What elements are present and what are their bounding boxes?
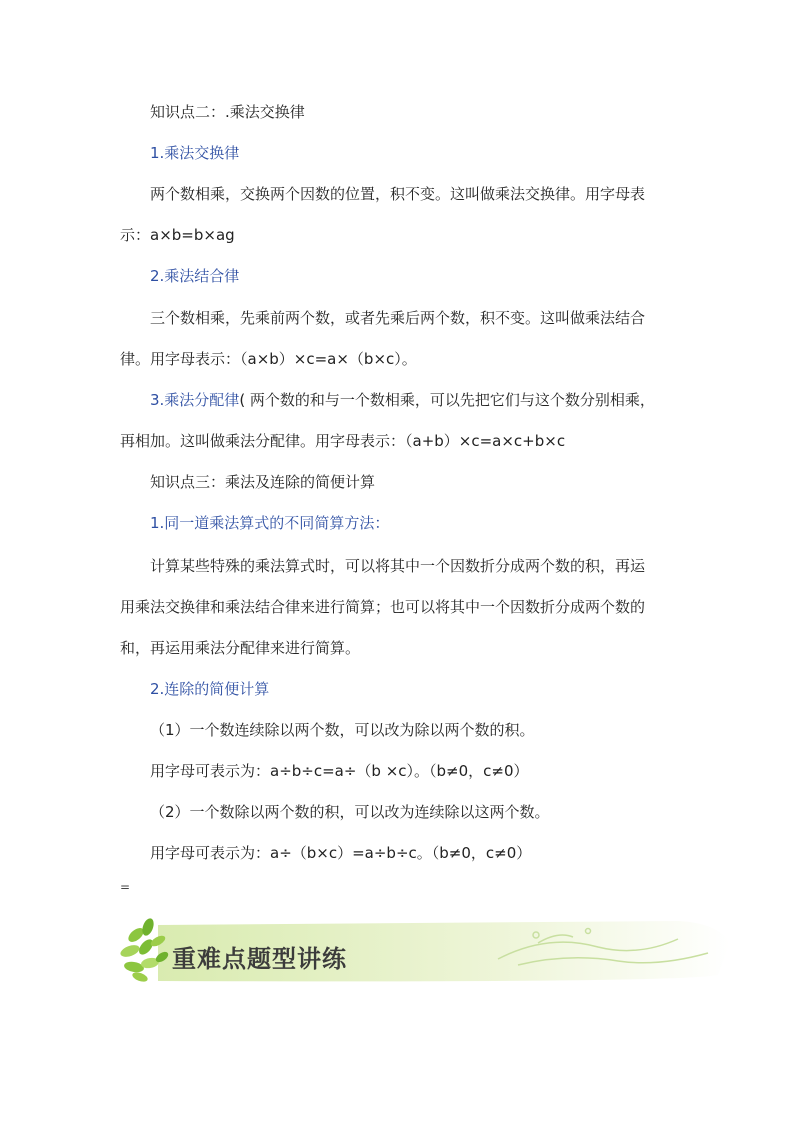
paragraph-line: 示：a×b=b×ag — [120, 226, 235, 244]
paragraph-line: （1）一个数连续除以两个数，可以改为除以两个数的积。 — [150, 721, 535, 739]
paragraph-line: 和，再运用乘法分配律来进行简算。 — [120, 639, 361, 657]
paragraph-line: 律。用字母表示：（a×b）×c=a×（b×c）。 — [120, 350, 417, 368]
subheading-division: 2.连除的简便计算 — [150, 680, 270, 698]
subheading-methods: 1.同一道乘法算式的不同简算方法： — [150, 514, 390, 532]
paragraph-line-distributive — [150, 390, 655, 410]
stray-marker: = — [120, 880, 131, 894]
subheading-commutative: 1.乘法交换律 — [150, 144, 240, 162]
subheading-distributive: 3.乘法分配律 — [150, 391, 240, 409]
banner-title: 重难点题型讲练 — [172, 945, 347, 973]
paragraph-line: （2）一个数除以两个数的积，可以改为连续除以这两个数。 — [150, 803, 550, 821]
paragraph-text: ( 两个数的和与一个数相乘，可以先把它们与这个数分别相乘， — [239, 391, 655, 409]
section-heading-2: 知识点二：.乘法交换律 — [150, 103, 305, 121]
section-heading-3: 知识点三：乘法及连除的简便计算 — [150, 473, 376, 491]
paragraph-line: 再相加。这叫做乘法分配律。用字母表示：（a+b）×c=a×c+b×c — [120, 432, 566, 450]
paragraph-line: 用字母可表示为：a÷b÷c=a÷（b ×c）。（b≠0，c≠0） — [150, 762, 529, 780]
paragraph-line: 用乘法交换律和乘法结合律来进行简算；也可以将其中一个因数折分成两个数的 — [120, 598, 646, 616]
subheading-associative: 2.乘法结合律 — [150, 267, 240, 285]
paragraph-line: 用字母可表示为：a÷（b×c）=a÷b÷c。（b≠0，c≠0） — [150, 844, 532, 862]
paragraph-line: 计算某些特殊的乘法算式时，可以将其中一个因数折分成两个数的积，再运 — [150, 557, 646, 575]
paragraph-line: 三个数相乘，先乘前两个数，或者先乘后两个数，积不变。这叫做乘法结合 — [150, 309, 646, 327]
paragraph-line: 两个数相乘，交换两个因数的位置，积不变。这叫做乘法交换律。用字母表 — [150, 185, 646, 203]
